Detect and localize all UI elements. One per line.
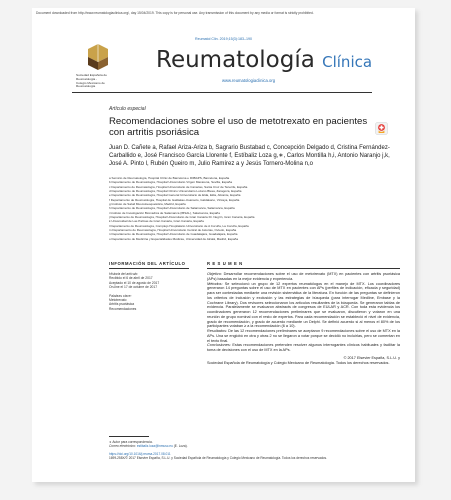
history-item: Aceptado el 10 de agosto de 2017 xyxy=(109,280,160,285)
affiliation-item: o Departamento de Medicina y Especialidades Médicas, Universidad de Alcalá, Madrid, España xyxy=(109,236,239,241)
abstract-paragraph: Objetivo: Desarrollar recomendaciones sobre el uso de metotrexato (MTX) en pacientes con artritis psoriásica (APs) basadas en la mejor evidencia y experiencia. xyxy=(207,272,400,281)
citation-link[interactable]: Reumatol Clin. 2019;15(3):183–190 xyxy=(195,37,252,41)
affiliation-item: m Departamento de Reumatología, Hospital Universitario Central de Asturias, Oviedo, España xyxy=(109,228,237,233)
affiliation-item: i Instituto de Investigación Biomédica de Salamanca (IBSAL), Salamanca, España xyxy=(109,210,220,215)
corresponding-author: ∗ Autor para correspondencia. xyxy=(109,440,153,444)
affiliation-item: b Departamento de Reumatología, Hospital Universitario Virgen Macarena, Sevilla, España xyxy=(109,180,233,185)
abstract-paragraph: Resultados: De las 12 recomendaciones preliminares se aceptaron 9 recomendaciones sobre el uso de MTX en la APs. Una se englobó en otra y otras 2 no se llegaron a votar porque se decidió no incluirlas, pero se comentan en el texto final. xyxy=(207,329,400,343)
document-page xyxy=(32,8,415,482)
affiliation-item: d Departamento de Reumatología, Hospital Clínico Universitario Lozano Blesa, Zaragoza, España xyxy=(109,189,242,194)
affiliation-item: j Departamento de Reumatología, Hospital Universitario de Gran Canaria Dr. Negrín, Gran Canaria, España xyxy=(109,215,255,220)
affiliation-item: n Departamento de Reumatología, Hospital Universitario de Guadalajara, Guadalajara, España xyxy=(109,232,238,237)
keyword-item: Artritis psoriásica xyxy=(109,302,135,307)
section-label: Artículo especial xyxy=(109,106,146,112)
article-title: Recomendaciones sobre el uso de metotrexato en pacientes con artritis psoriásica xyxy=(109,116,368,138)
keyword-item: Recomendaciones xyxy=(109,306,137,311)
crossmark-icon[interactable] xyxy=(375,122,388,135)
issn-line: 1699-258X/© 2017 Elsevier España, S.L.U. y Sociedad Española de Reumatología y Colegio Mexicano de Reumatología. Todos los derechos reservados. xyxy=(109,456,327,461)
society-name: Sociedad Española de Reumatología - Colegio Mexicano de Reumatología xyxy=(76,73,107,89)
email-link[interactable]: estibaliz.loza@inmusc.eu xyxy=(136,444,173,449)
society-emblem-icon xyxy=(86,43,110,71)
affiliation-item: l Departamento de Reumatología, Complejo Hospitalario Universitario de A Coruña, La Coruña, España xyxy=(109,223,249,228)
abstract-paragraph: Métodos: Se seleccionó un grupo de 12 expertos reumatólogos en el manejo de MTX. Los coordinadores generaron 14 preguntas sobre el uso de MTX en pacientes con APs (perfiles de indicación, eficacia y seguridad) para ser contestadas mediante una revisión sistemática de la literatura. En función de las preguntas se definieron los criterios de inclusión y exclusión y las estrategias de búsqueda (para interrogar Medline, Embase y la Cochrane Library). Dos revisores seleccionaron los artículos resultantes de la búsqueda. Se generaron tablas de evidencia. Paralelamente se evaluaron abstracts de congresos de EULAR y ACR. Con toda esta evidencia los coordinadores generaron 12 recomendaciones preliminares que se evaluaron, discutieron y votaron en una reunión de grupo nominal con el resto de expertos. Para cada recomendación se estableció el nivel de evidencia, grado de recomendación, y grado de acuerdo mediante un Delphi. Se definió acuerdo si al menos el 80% de los participantes votaban ≥ a la recomendación (6 a 10). xyxy=(207,281,400,329)
keywords-label: Palabras clave: xyxy=(109,293,132,298)
affiliation-item: e Departamento de Reumatología, Hospital General Universitario de Elda, Elda, Alicante, España xyxy=(109,193,241,198)
history-label: Historia del artículo: xyxy=(109,272,139,276)
author-list: Juan D. Cañete a, Rafael Ariza-Ariza b, Sagrario Bustabad c, Concepción Delgado d, Cristina Fernández-Carballido e, José Francisco García Llorente f, Estíbaliz Loza g,∗, Carlos Montilla h,i, Antonio Naranjo j,k, José A. Pinto l, Rubén Queiro m, Julio Ramírez a y Jesús Tornero-Molina n,o xyxy=(109,145,390,167)
journal-url-link[interactable]: www.reumatologiaclinica.org xyxy=(222,78,276,83)
affiliation-item: c Departamento de Reumatología, Hospital Universitario de Canarias, Santa Cruz de Tenerife, España xyxy=(109,184,248,189)
footnote-rule xyxy=(109,436,149,437)
history-item: On-line el 17 de octubre de 2017 xyxy=(109,285,158,290)
affiliation-item: a Servicio de Reumatología, Hospital Clínic de Barcelona e IDIBAPS, Barcelona, España xyxy=(109,176,230,180)
affiliation-item: g Instituto de Salud Musculoesquelética, Madrid, España xyxy=(109,202,186,207)
affiliation-item: h Departamento de Reumatología, Hospital Universitario de Salamanca, Salamanca, España xyxy=(109,206,235,211)
download-notice: Document downloaded from http://www.reumatologiaclinica.org/, day 15/04/2019. This copy is for personal use. Any transmission of this document by any media or format is strictly prohibited. xyxy=(36,11,314,15)
history-item: Recibido el 6 de abril de 2017 xyxy=(109,276,153,281)
journal-title: Reumatología Clínica xyxy=(156,47,373,73)
footnotes xyxy=(109,440,369,461)
abstract-heading: R E S U M E N xyxy=(207,261,400,269)
keyword-item: Metotrexato xyxy=(109,298,127,303)
affiliation-list xyxy=(109,176,399,241)
email-line: Correo electrónico: estibaliz.loza@inmusc.eu (E. Loza). xyxy=(109,444,188,449)
header-rule xyxy=(72,92,372,93)
article-info xyxy=(109,261,189,311)
doi-link[interactable]: https://doi.org/10.1016/j.reuma.2017.08.011 xyxy=(109,451,171,456)
abstract-paragraph: Conclusiones: Estas recomendaciones pretenden resolver algunos interrogantes clínicos habituales y facilitar la toma de decisiones con el uso de MTX en la APs. xyxy=(207,343,400,352)
abstract-copyright: © 2017 Elsevier España, S.L.U. y Sociedad Española de Reumatología y Colegio Mexicano de Reumatología. Todos los derechos reservados. xyxy=(207,355,400,365)
abstract xyxy=(207,261,400,365)
affiliation-item: k Universidad de Las Palmas de Gran Canaria, Gran Canaria, España xyxy=(109,219,204,224)
article-info-heading: INFORMACIÓN DEL ARTÍCULO xyxy=(109,261,189,269)
affiliation-item: f Departamento de Reumatología, Hospital de Galdakao-Usansolo, Galdakano, Vizcaya, España xyxy=(109,197,240,202)
